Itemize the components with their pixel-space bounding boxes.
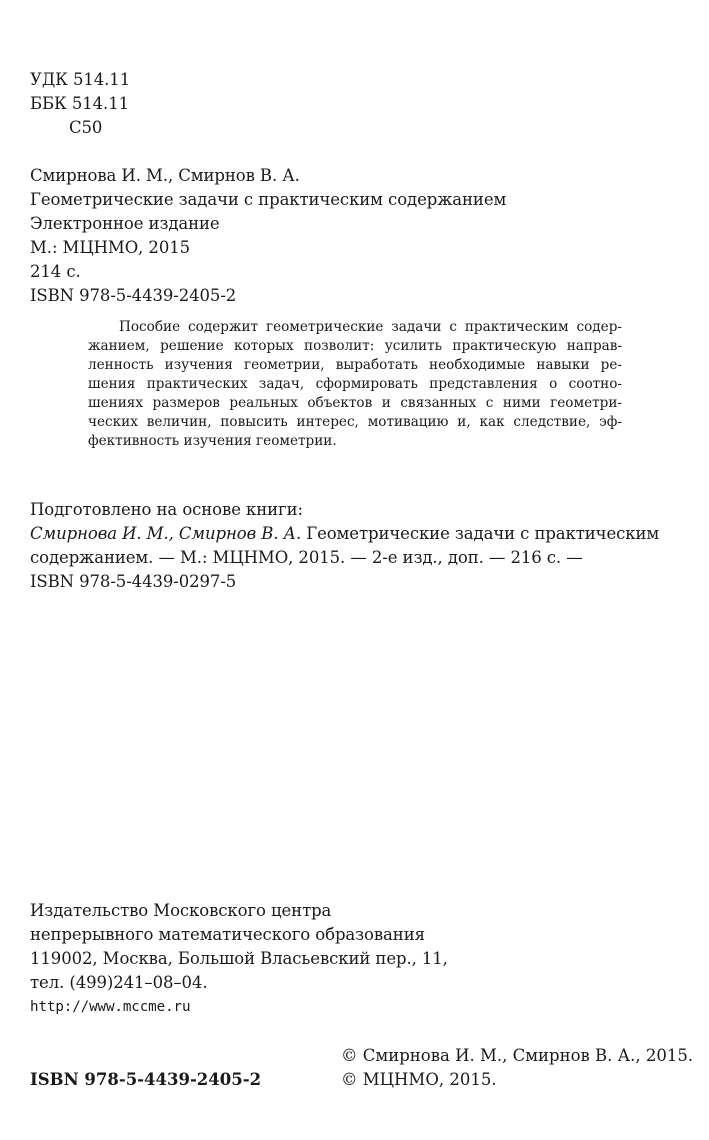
publisher-address: 119002, Москва, Большой Власьевский пер., 11, [30, 949, 448, 968]
bbk-code: ББК 514.11 [30, 94, 129, 113]
authors: Смирнова И. М., Смирнов В. А. [30, 166, 300, 185]
book-title: Геометрические задачи с практическим содержанием [30, 190, 507, 209]
bibliographic-record [30, 164, 506, 308]
publisher-name-line2: непрерывного математического образования [30, 925, 425, 944]
abstract: Пособие содержит геометрические задачи с практическим содержанием, решение которых позволит: усилить практическую направленность изучения геометрии, выработать необходимые навыки решения практических задач, сформировать представления о соотношениях размеров реальных объектов и связанных с ними геометрических величин, повысить интерес, мотивацию и, как следствие, эффективность изучения геометрии. [88, 319, 622, 449]
publisher-block [30, 899, 448, 1019]
publisher-name-line1: Издательство Московского центра [30, 901, 332, 920]
source-isbn: ISBN 978-5-4439-0297-5 [30, 572, 237, 591]
source-citation-line2: содержанием. — М.: МЦНМО, 2015. — 2-е изд., доп. — 216 с. — [30, 548, 583, 567]
udk-code: УДК 514.11 [30, 70, 131, 89]
copyright-authors: © Смирнова И. М., Смирнов В. А., 2015. [341, 1046, 694, 1065]
copyright-publisher: © МЦНМО, 2015. [341, 1070, 497, 1089]
edition: Электронное издание [30, 214, 220, 233]
source-title: Геометрические задачи с практическим [301, 524, 660, 543]
page-count: 214 с. [30, 262, 81, 281]
copyright-block [341, 1044, 693, 1092]
publisher-url[interactable]: http://www.mccme.ru [30, 999, 191, 1015]
publisher-phone: тел. (499)241–08–04. [30, 973, 208, 992]
source-citation-line1 [30, 522, 659, 546]
publisher-year: М.: МЦНМО, 2015 [30, 238, 191, 257]
source-authors: Смирнова И. М., Смирнов В. А. [30, 524, 302, 543]
source-book-block [30, 498, 659, 594]
classification-block [30, 68, 130, 140]
footer-isbn: ISBN 978-5-4439-2405-2 [30, 1070, 262, 1089]
author-mark: С50 [69, 118, 103, 137]
isbn: ISBN 978-5-4439-2405-2 [30, 286, 237, 305]
source-intro: Подготовлено на основе книги: [30, 500, 303, 519]
